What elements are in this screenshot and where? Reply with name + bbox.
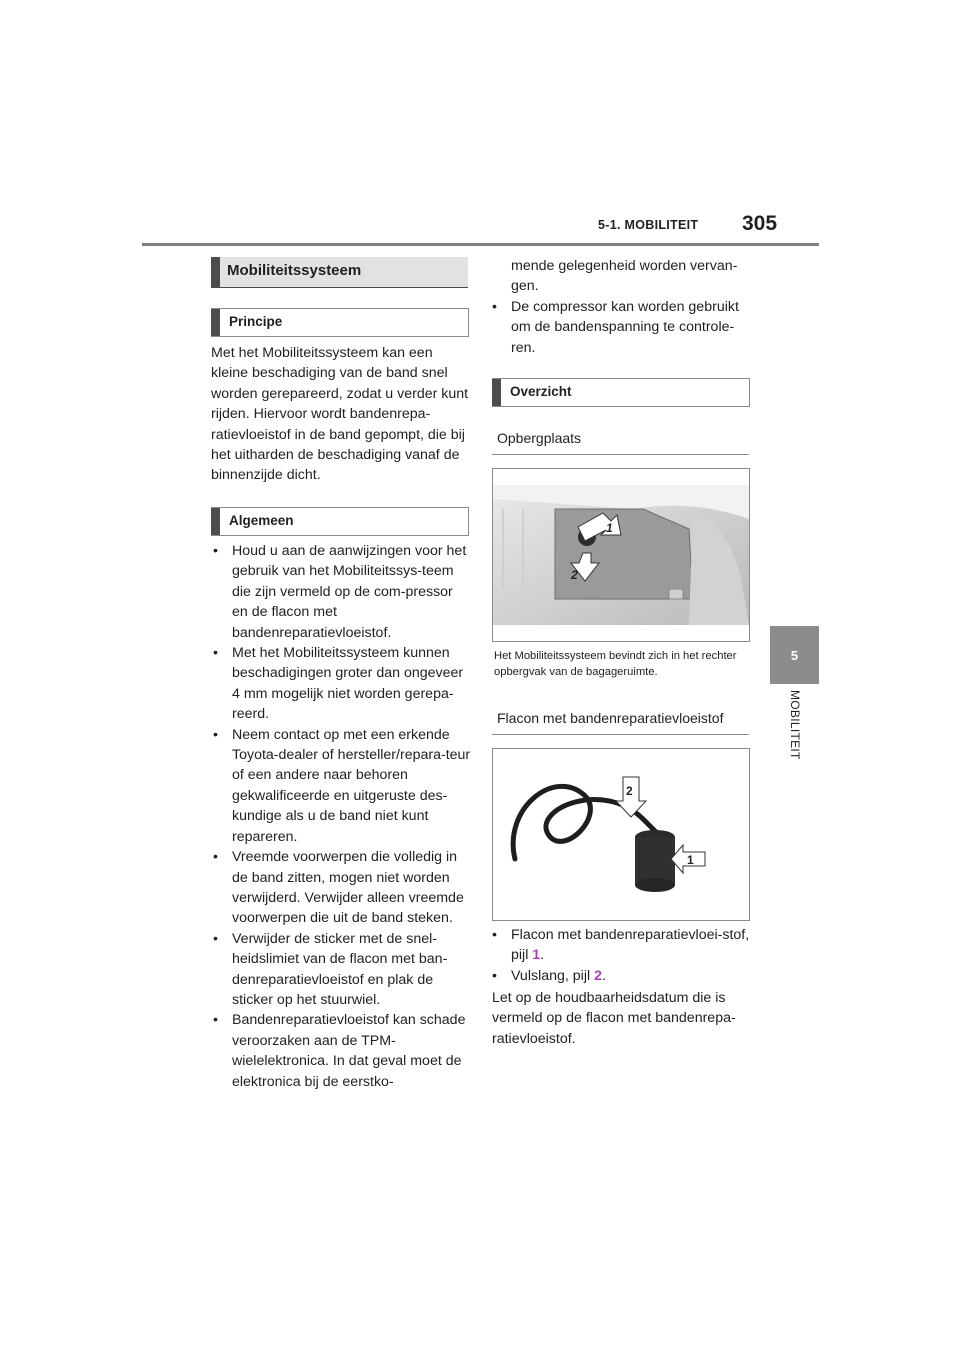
heading-bar: [492, 379, 501, 406]
algemeen-list: [211, 541, 471, 1092]
list-item: • Houd u aan de aanwijzingen voor het gebruik van het Mobiliteitssys-teem die zijn vermeld op de com-pressor en de flacon met bandenreparatievloeistof.: [211, 541, 471, 643]
overview-list: [490, 925, 752, 986]
arrow-label-1: 1: [606, 521, 613, 535]
callout-number-2: 2: [594, 967, 602, 984]
compressor-list: [490, 297, 752, 358]
figure-storage-compartment: [492, 468, 750, 642]
subheading-opbergplaats: Opbergplaats: [492, 428, 749, 455]
heading-bar: [211, 309, 220, 336]
list-item: • Met het Mobiliteitssysteem kunnen beschadigingen groter dan ongeveer 4 mm mogelijk niet worden gerepa-reerd.: [211, 643, 471, 725]
list-item: • De compressor kan worden gebruikt om de bandenspanning te controle-ren.: [490, 297, 752, 358]
section-heading-mobiliteitssysteem: Mobiliteitssysteem: [211, 257, 468, 288]
bottle-bottom: [635, 878, 675, 892]
page-number: 305: [742, 212, 778, 235]
chapter-label: MOBILITEIT: [788, 690, 802, 760]
chapter-tab: 5: [770, 626, 819, 684]
arrow-label-2: 2: [626, 784, 633, 798]
subheading-principe: Principe: [211, 308, 469, 337]
list-item: • Vreemde voorwerpen die volledig in de band zitten, mogen niet worden verwijderd. Verwijder alleen vreemde voorwerpen die uit de band steken.: [211, 847, 471, 929]
arrow-label-2: 2: [571, 568, 578, 582]
principe-text: Met het Mobiliteitssysteem kan een kleine beschadiging van de band snel worden gerepareerd, zodat u verder kunt rijden. Hiervoor wordt bandenrepa-ratievloeistof in de band gepompt, die bij het uitharden de beschadiging vanaf de binnenzijde dicht.: [211, 345, 469, 484]
figure-caption: Het Mobiliteitssysteem bevindt zich in het rechter opbergvak van de bagageruimte.: [494, 650, 737, 678]
latch: [669, 589, 683, 599]
sealant-bottle: [635, 837, 675, 885]
expiry-note: Let op de houdbaarheidsdatum die is vermeld op de flacon met bandenrepa-ratievloeistof.: [492, 990, 736, 1047]
list-item: • Verwijder de sticker met de snel-heidslimiet van de flacon met ban-denreparatievloeistof en plak de sticker op het stuurwiel.: [211, 929, 471, 1011]
callout-number-1: 1: [532, 947, 541, 964]
storage-panel: [555, 509, 693, 599]
sealant-bottle-illustration: [493, 749, 749, 920]
subheading-algemeen: Algemeen: [211, 507, 469, 536]
header-rule: [142, 243, 819, 246]
list-item: • Vulslang, pijl 2.: [490, 966, 752, 986]
list-item: • Flacon met bandenreparatievloei-stof, pijl 1.: [490, 925, 752, 966]
arrow-label-1: 1: [687, 853, 694, 867]
subheading-overzicht: Overzicht: [492, 378, 750, 407]
heading-bar: [211, 257, 220, 287]
subheading-flacon: Flacon met bandenreparatievloeistof: [492, 708, 749, 735]
storage-compartment-illustration: [493, 469, 749, 641]
heading-bar: [211, 508, 220, 535]
continued-text: mende gelegenheid worden vervan-gen.: [511, 258, 738, 295]
list-item: • Bandenreparatievloeistof kan schade veroorzaken aan de TPM-wielelektronica. In dat geval moet de elektronica bij de eerstko-: [211, 1010, 471, 1092]
list-item: • Neem contact op met een erkende Toyota-dealer of hersteller/repara-teur of een andere naar behoren gekwalificeerde en uitgeruste des-kundige als u de band niet kunt repareren.: [211, 725, 471, 847]
section-title: 5-1. MOBILITEIT: [598, 218, 699, 232]
figure-sealant-bottle: [492, 748, 750, 921]
